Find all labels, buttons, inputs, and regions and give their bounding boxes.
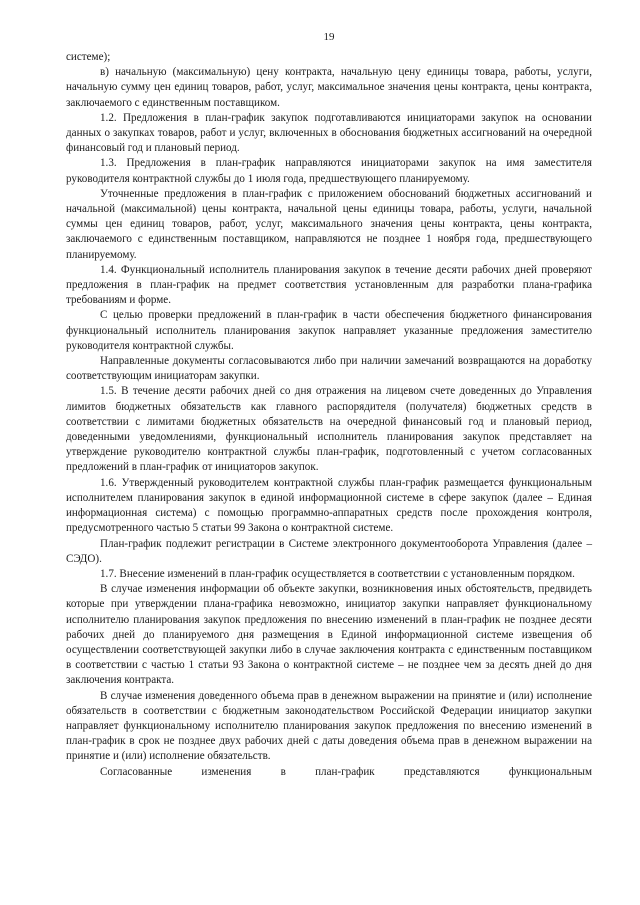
paragraph: Согласованные изменения в план-график представляются функциональным: [100, 765, 592, 778]
paragraph: 1.5. В течение десяти рабочих дней со дня отражения на лицевом счете доведенных до Управления лимитов бюджетных обязательств как главного распорядителя (получателя) бюджетных средств в соответствии с лимитами бюджетных обязательств на очередной финансовый год и плановый период, доведенными уведомлениями, функциональный исполнитель планирования закупок представляет на утверждение руководителю контрактной службы план-график, подготовленный с учетом согласованных предложений в план-график от инициаторов закупок.: [66, 385, 592, 474]
paragraph: 1.2. Предложения в план-график закупок подготавливаются инициаторами закупок на основании данных о закупках товаров, работ и услуг, включенных в обоснования бюджетных ассигнований на очередной финансовый год и плановый период.: [66, 111, 592, 155]
paragraph: 1.4. Функциональный исполнитель планирования закупок в течение десяти рабочих дней проверяют предложения в план-график на предмет соответствия установленным для разработки плана-графика требованиям и форме.: [66, 263, 592, 307]
paragraph: 1.7. Внесение изменений в план-график осуществляется в соответствии с установленным порядком.: [100, 567, 575, 580]
paragraph: План-график подлежит регистрации в Системе электронного документооборота Управления (далее – СЭДО).: [66, 537, 592, 565]
paragraph: В случае изменения доведенного объема прав в денежном выражении на принятие и (или) исполнение обязательств в соответствии с бюджетным законодательством Российской Федерации инициатор закупки направляет функциональному исполнителю планирования закупок предложения по внесению изменений в план-график в срок не позднее двух рабочих дней с даты доведения объема прав в денежном выражении на принятие и (или) исполнение обязательств.: [66, 689, 592, 763]
paragraph: в) начальную (максимальную) цену контракта, начальную цену единицы товара, работы, услуги, начальную сумму цен единиц товаров, работ, услуг, максимальное значения цены контракта, цены контракта, заключаемого с единственным поставщиком.: [66, 66, 592, 109]
paragraph: Уточненные предложения в план-график с приложением обоснований бюджетных ассигнований и начальной (максимальной) цены контракта, начальной цены единицы товара, работы, услуги, начальной суммы цен единиц товаров, работ, услуг, максимального значения цены контракта, цены контракта, заключаемого с единственным поставщиком, направляются не позднее 1 ноября года, предшествующего планируемому.: [66, 187, 592, 261]
paragraph: С целью проверки предложений в план-график в части обеспечения бюджетного финансирования функциональный исполнитель планирования закупок направляет указанные предложения заместителю руководителя контрактной службы.: [66, 309, 592, 352]
paragraph: Направленные документы согласовываются либо при наличии замечаний возвращаются на доработку соответствующим инициаторам закупки.: [66, 355, 592, 383]
paragraph: 1.3. Предложения в план-график направляются инициаторами закупок на имя заместителя руководителя контрактной службы до 1 июля года, предшествующего планируемому.: [66, 157, 592, 185]
paragraph: системе);: [66, 51, 111, 63]
document-body: [66, 50, 592, 780]
paragraph: 1.6. Утвержденный руководителем контрактной службы план-график размещается функциональным исполнителем планирования закупок в единой информационной системе в сфере закупок (далее – Единая информационная система) с помощью программно-аппаратных средств после прохождения контроля, предусмотренного частью 5 статьи 99 Закона о контрактной системе.: [66, 476, 592, 535]
paragraph: В случае изменения информации об объекте закупки, возникновения иных обстоятельств, предвидеть которые при утверждении плана-графика невозможно, инициатор закупки направляет функциональному исполнителю планирования закупок предложения по внесению изменений в план-график не позднее десяти рабочих дней до планируемого дня размещения в Единой информационной системе извещения об осуществлении соответствующей закупки либо в случае заключения контракта с единственным поставщиком в соответствии с частью 1 статьи 93 Закона о контрактной системе – не позднее чем за десять дней до дня заключения контракта.: [66, 583, 592, 687]
page-number: 19: [323, 31, 335, 43]
